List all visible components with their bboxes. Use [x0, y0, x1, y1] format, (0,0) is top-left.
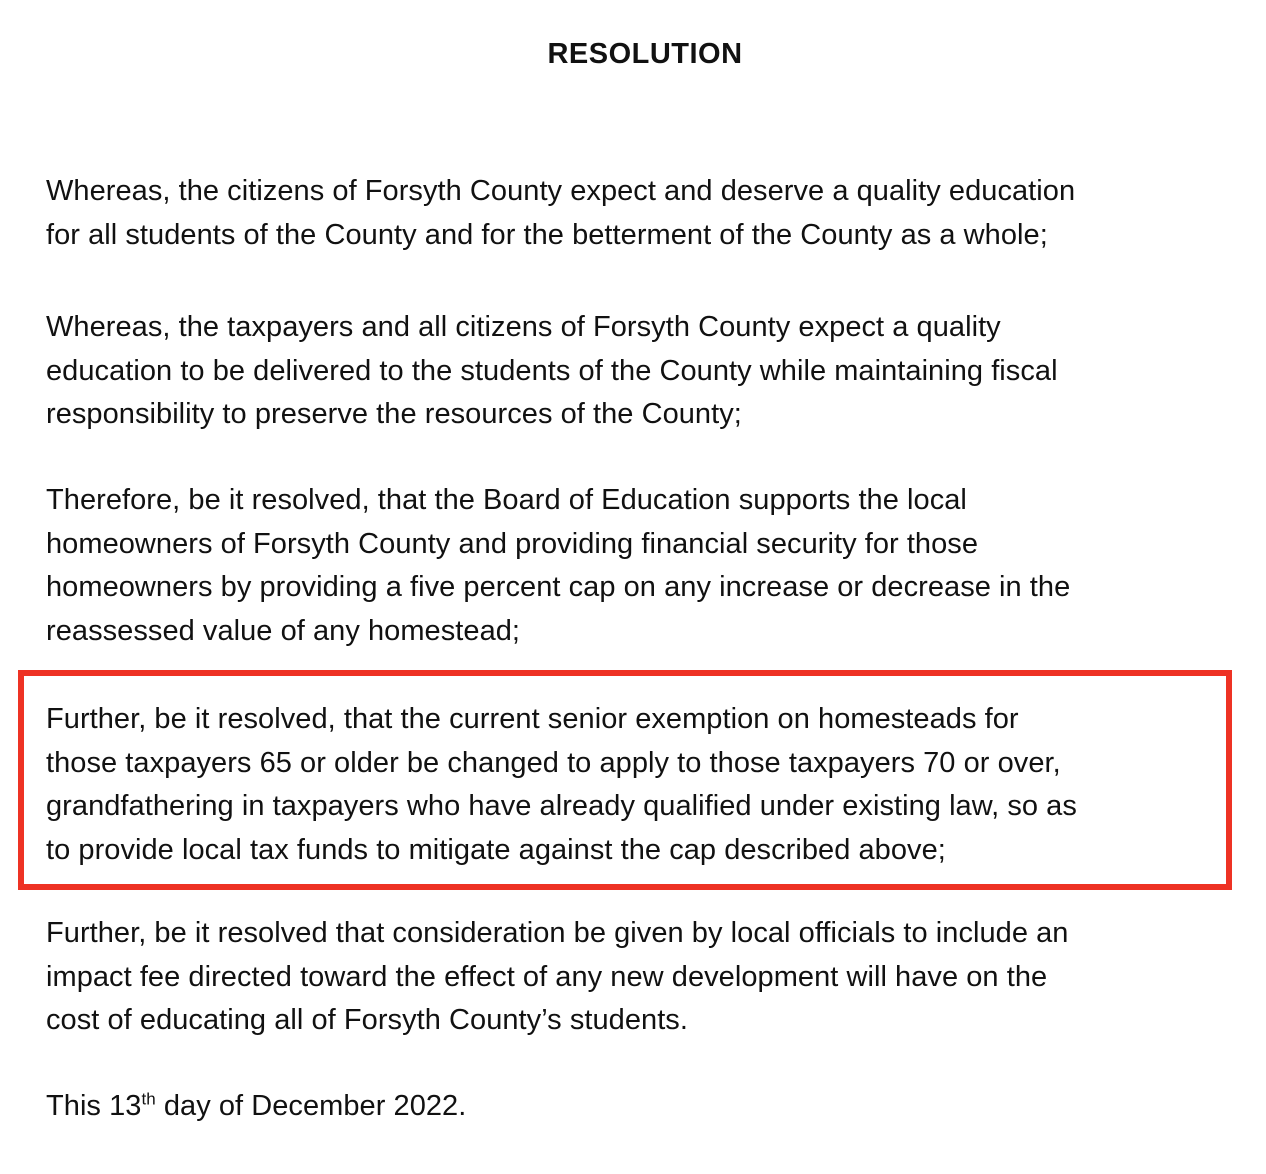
- closing-superscript: th: [141, 1089, 156, 1109]
- paragraph-line: those taxpayers 65 or older be changed to apply to those taxpayers 70 or over,: [46, 746, 1061, 779]
- paragraph-line: Whereas, the taxpayers and all citizens of Forsyth County expect a quality: [46, 311, 1001, 343]
- closing-date-line: [46, 1085, 1216, 1129]
- paragraph-line: reassessed value of any homestead;: [46, 614, 521, 647]
- whereas-paragraph-2: [46, 306, 1216, 437]
- whereas-paragraph-1: [46, 170, 1216, 257]
- paragraph-line: Further, be it resolved that consideration be given by local officials to include an: [46, 917, 1069, 949]
- paragraph-line: grandfathering in taxpayers who have already qualified under existing law, so as: [46, 790, 1077, 822]
- further-paragraph-highlighted: [46, 698, 1216, 872]
- paragraph-line: cost of educating all of Forsyth County’s students.: [46, 1004, 688, 1036]
- paragraph-line: impact fee directed toward the effect of any new development will have on the: [46, 960, 1048, 993]
- paragraph-line: to provide local tax funds to mitigate against the cap described above;: [46, 833, 946, 866]
- paragraph-line: homeowners of Forsyth County and providing financial security for those: [46, 527, 979, 560]
- therefore-paragraph: [46, 479, 1216, 653]
- paragraph-line: Therefore, be it resolved, that the Board of Education supports the local: [46, 484, 967, 516]
- further-paragraph-impact-fee: [46, 912, 1216, 1043]
- closing-suffix: day of December 2022.: [155, 1090, 467, 1122]
- paragraph-line: responsibility to preserve the resources of the County;: [46, 398, 742, 430]
- document-title: RESOLUTION: [547, 38, 743, 70]
- paragraph-line: Whereas, the citizens of Forsyth County expect and deserve a quality education: [46, 175, 1076, 207]
- paragraph-line: for all students of the County and for the betterment of the County as a whole;: [46, 218, 1048, 251]
- paragraph-line: homeowners by providing a five percent cap on any increase or decrease in the: [46, 571, 1071, 603]
- closing-line: [46, 1085, 1216, 1129]
- closing-prefix: This 13: [46, 1090, 142, 1122]
- paragraph-line: education to be delivered to the students of the County while maintaining fiscal: [46, 354, 1058, 387]
- paragraph-line: Further, be it resolved, that the current senior exemption on homesteads for: [46, 703, 1019, 735]
